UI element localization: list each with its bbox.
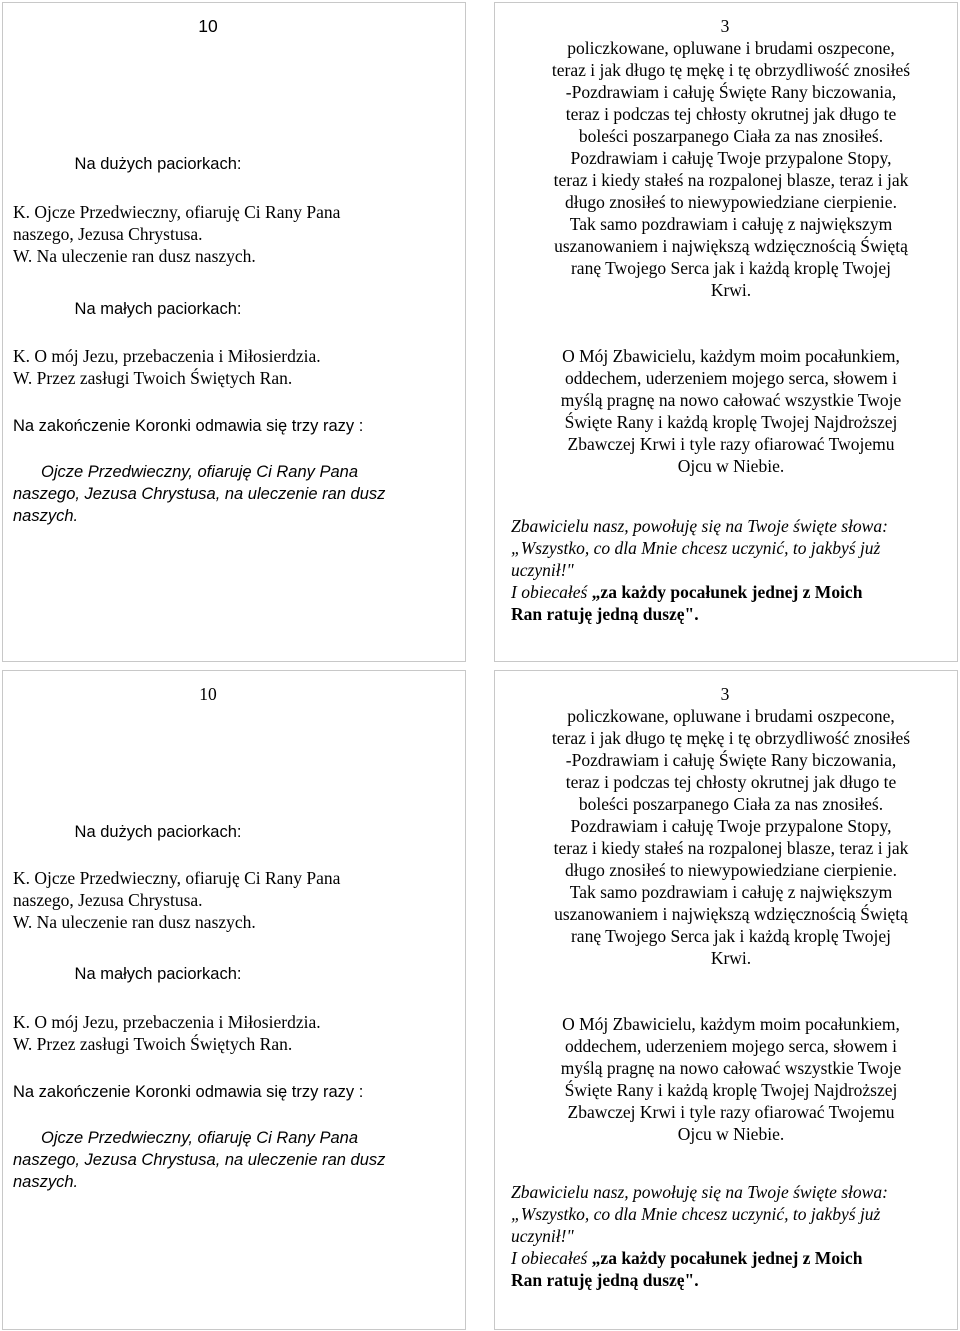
heading-large-beads: Na dużych paciorkach: xyxy=(74,823,242,841)
para2-line-5: Zbawczej Krwi i tyle razy ofiarować Twojemu xyxy=(567,434,895,454)
para2-line-5: Zbawczej Krwi i tyle razy ofiarować Twojemu xyxy=(567,1102,895,1122)
para1-line-6: Pozdrawiam i całuję Twoje przypalone Stopy, xyxy=(570,148,892,168)
promise-prefix: I obiecałeś xyxy=(511,1248,592,1268)
quote-line-2: uczynił!" xyxy=(511,1226,574,1246)
para1-line-10: uszanowaniem i największą wdzięcznością Świętą xyxy=(554,236,908,256)
quote-intro: Zbawicielu nasz, powołuję się na Twoje święte słowa: xyxy=(511,516,888,536)
para1-line-4: teraz i podczas tej chłosty okrutnej jak długo te xyxy=(565,104,897,124)
promise-bold-1: „za każdy pocałunek jednej z Moich xyxy=(591,582,863,602)
para1-line-3: -Pozdrawiam i całuję Święte Rany biczowania, xyxy=(565,750,897,770)
para1-line-11: ranę Twojego Serca jak i każdą kroplę Twojej xyxy=(570,926,892,946)
para1-line-2: teraz i jak długo tę mękę i tę obrzydliwość znosiłeś xyxy=(551,60,911,80)
heading-large-beads: Na dużych paciorkach: xyxy=(74,155,242,173)
closing-prayer-line-3: naszych. xyxy=(13,507,79,525)
para1-line-8: długo znosiłeś to niewypowiedziane cierpienie. xyxy=(565,860,897,880)
promise-line-2: Ran ratuję jedną duszę". xyxy=(511,604,699,624)
para1-line-1: policzkowane, opluwane i brudami oszpecone, xyxy=(567,706,895,726)
para1-line-6: Pozdrawiam i całuję Twoje przypalone Stopy, xyxy=(570,816,892,836)
para1-line-3: -Pozdrawiam i całuję Święte Rany biczowania, xyxy=(565,82,897,102)
prayer-k-large-line-2: naszego, Jezusa Chrystusa. xyxy=(13,224,203,244)
prayer-k-small: K. O mój Jezu, przebaczenia i Miłosierdzia. xyxy=(13,346,321,366)
para2-line-1: O Mój Zbawicielu, każdym moim pocałunkiem, xyxy=(562,346,900,366)
page-panel-bottom-right xyxy=(494,670,958,1330)
page-number: 3 xyxy=(720,16,730,36)
para1-line-2: teraz i jak długo tę mękę i tę obrzydliwość znosiłeś xyxy=(551,728,911,748)
para1-line-4: teraz i podczas tej chłosty okrutnej jak długo te xyxy=(565,772,897,792)
para2-line-6: Ojcu w Niebie. xyxy=(677,456,785,476)
para1-line-12: Krwi. xyxy=(710,280,752,300)
para2-line-4: Święte Rany i każdą kroplę Twojej Najdroższej xyxy=(564,412,898,432)
page-number: 3 xyxy=(720,684,730,704)
prayer-k-large-line-1: K. Ojcze Przedwieczny, ofiaruję Ci Rany Pana xyxy=(13,202,341,222)
para1-line-9: Tak samo pozdrawiam i całuję z największym xyxy=(569,882,893,902)
para1-line-7: teraz i kiedy stałeś na rozpalonej blasze, teraz i jak xyxy=(553,838,909,858)
prayer-w-large: W. Na uleczenie ran dusz naszych. xyxy=(13,912,256,932)
quote-intro: Zbawicielu nasz, powołuję się na Twoje święte słowa: xyxy=(511,1182,888,1202)
para2-line-4: Święte Rany i każdą kroplę Twojej Najdroższej xyxy=(564,1080,898,1100)
para1-line-5: boleści poszarpanego Ciała za nas znosiłeś. xyxy=(578,126,884,146)
para1-line-5: boleści poszarpanego Ciała za nas znosiłeś. xyxy=(578,794,884,814)
promise-prefix: I obiecałeś xyxy=(511,582,592,602)
para1-line-1: policzkowane, opluwane i brudami oszpecone, xyxy=(567,38,895,58)
para2-line-3: myślą pragnę na nowo całować wszystkie Twoje xyxy=(560,390,902,410)
quote-line-1: „Wszystko, co dla Mnie chcesz uczynić, to jakbyś już xyxy=(511,1204,881,1224)
para1-line-12: Krwi. xyxy=(710,948,752,968)
para1-line-8: długo znosiłeś to niewypowiedziane cierpienie. xyxy=(565,192,897,212)
heading-small-beads: Na małych paciorkach: xyxy=(74,300,242,318)
closing-prayer-line-1: Ojcze Przedwieczny, ofiaruję Ci Rany Pana xyxy=(41,463,358,481)
closing-intro: Na zakończenie Koronki odmawia się trzy razy : xyxy=(13,417,364,435)
closing-prayer-line-3: naszych. xyxy=(13,1173,79,1191)
quote-line-1: „Wszystko, co dla Mnie chcesz uczynić, to jakbyś już xyxy=(511,538,881,558)
para1-line-10: uszanowaniem i największą wdzięcznością Świętą xyxy=(554,904,908,924)
promise-line-1 xyxy=(511,1247,951,1269)
para2-line-2: oddechem, uderzeniem mojego serca, słowem i xyxy=(565,368,897,388)
para2-line-3: myślą pragnę na nowo całować wszystkie Twoje xyxy=(560,1058,902,1078)
para1-line-11: ranę Twojego Serca jak i każdą kroplę Twojej xyxy=(570,258,892,278)
prayer-w-large: W. Na uleczenie ran dusz naszych. xyxy=(13,246,256,266)
prayer-k-large-line-1: K. Ojcze Przedwieczny, ofiaruję Ci Rany Pana xyxy=(13,868,341,888)
prayer-w-small: W. Przez zasługi Twoich Świętych Ran. xyxy=(13,368,293,388)
para2-line-1: O Mój Zbawicielu, każdym moim pocałunkiem, xyxy=(562,1014,900,1034)
closing-intro: Na zakończenie Koronki odmawia się trzy razy : xyxy=(13,1083,364,1101)
para2-line-6: Ojcu w Niebie. xyxy=(677,1124,785,1144)
closing-prayer-line-2: naszego, Jezusa Chrystusa, na uleczenie ran dusz xyxy=(13,1151,386,1169)
page-number: 10 xyxy=(199,684,217,704)
promise-bold-1: „za każdy pocałunek jednej z Moich xyxy=(591,1248,863,1268)
para1-line-7: teraz i kiedy stałeś na rozpalonej blasze, teraz i jak xyxy=(553,170,909,190)
page-number: 10 xyxy=(198,16,218,36)
page-panel-top-right xyxy=(494,2,958,662)
page-panel-top-left xyxy=(2,2,466,662)
closing-prayer-line-1: Ojcze Przedwieczny, ofiaruję Ci Rany Pana xyxy=(41,1129,358,1147)
page-panel-bottom-left xyxy=(2,670,466,1330)
heading-small-beads: Na małych paciorkach: xyxy=(74,965,242,983)
prayer-k-small: K. O mój Jezu, przebaczenia i Miłosierdzia. xyxy=(13,1012,321,1032)
prayer-w-small: W. Przez zasługi Twoich Świętych Ran. xyxy=(13,1034,293,1054)
promise-line-1 xyxy=(511,581,951,603)
promise-line-2: Ran ratuję jedną duszę". xyxy=(511,1270,699,1290)
para1-line-9: Tak samo pozdrawiam i całuję z największym xyxy=(569,214,893,234)
prayer-k-large-line-2: naszego, Jezusa Chrystusa. xyxy=(13,890,203,910)
closing-prayer-line-2: naszego, Jezusa Chrystusa, na uleczenie ran dusz xyxy=(13,485,386,503)
quote-line-2: uczynił!" xyxy=(511,560,574,580)
para2-line-2: oddechem, uderzeniem mojego serca, słowem i xyxy=(565,1036,897,1056)
